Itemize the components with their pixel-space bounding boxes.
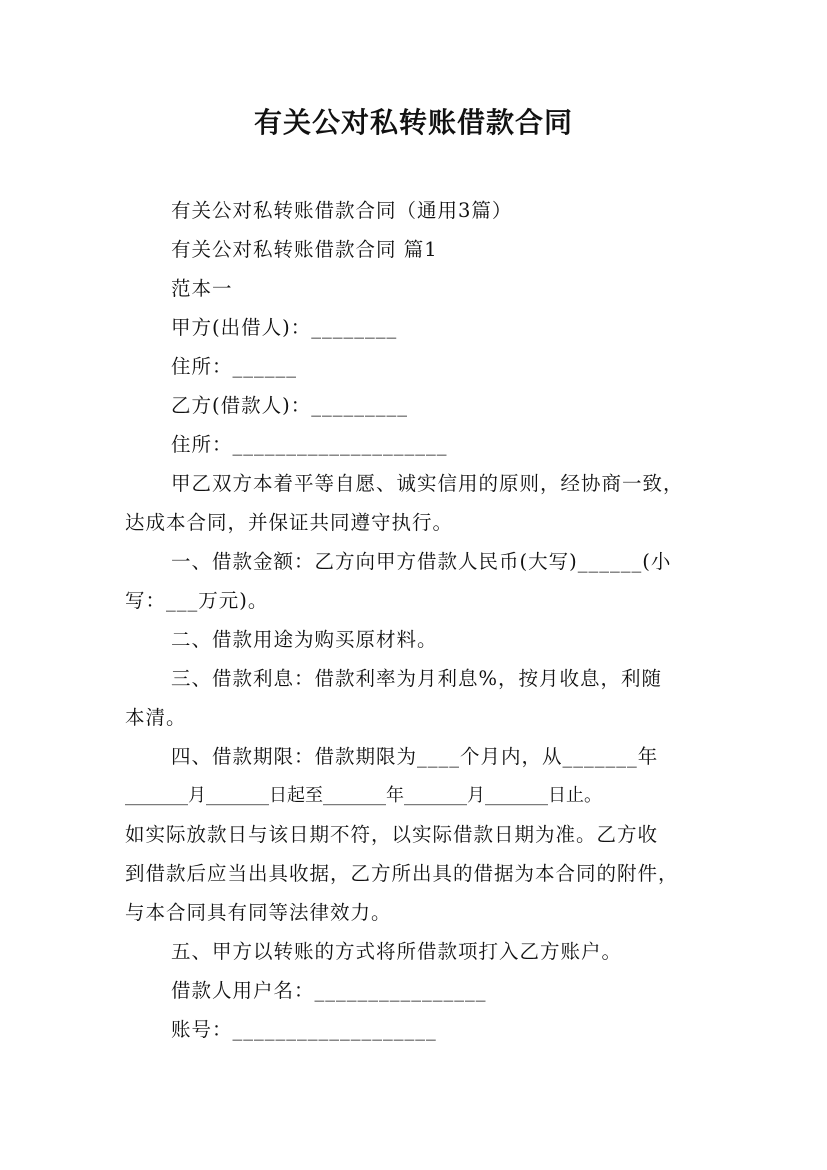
clause-transfer-line: 五、甲方以转账的方式将所借款项打入乙方账户。 (171, 940, 623, 963)
body-paragraph-line: 甲乙双方本着平等自愿、诚实信用的原则，经协商一致， (171, 472, 684, 495)
clause-term-line: 四、借款期限：借款期限为____个月内，从_______年 (171, 745, 659, 768)
account-number-field: 账号：___________________ (171, 1018, 437, 1041)
lender-address-field: 住所：______ (171, 355, 298, 378)
borrower-field: 乙方(借款人)：_________ (171, 394, 408, 417)
clause-term-line: _______月_______日起至_______年_______月_______日止。 (125, 785, 602, 806)
document-title: 有关公对私转账借款合同 (253, 106, 573, 139)
clause-term-line: 与本合同具有同等法律效力。 (125, 901, 392, 924)
clause-interest-line: 本清。 (125, 706, 187, 729)
clause-amount-line: 写：___万元)。 (125, 589, 269, 612)
borrower-address-field: 住所：____________________ (171, 433, 448, 456)
section-heading: 有关公对私转账借款合同 篇1 (171, 238, 438, 261)
clause-amount-line: 一、借款金额：乙方向甲方借款人民币(大写)______(小 (171, 550, 672, 573)
clause-term-line: 如实际放款日与该日期不符，以实际借款日期为准。乙方收 (125, 823, 659, 846)
subtitle-line: 有关公对私转账借款合同（通用3篇） (171, 199, 513, 222)
lender-field: 甲方(出借人)：________ (171, 316, 398, 339)
clause-purpose-line: 二、借款用途为购买原材料。 (171, 628, 438, 651)
clause-interest-line: 三、借款利息：借款利率为月利息%，按月收息，利随 (171, 667, 663, 690)
template-label: 范本一 (171, 277, 233, 300)
clause-term-line: 到借款后应当出具收据，乙方所出具的借据为本合同的附件， (125, 862, 679, 885)
body-paragraph-line: 达成本合同，并保证共同遵守执行。 (125, 511, 454, 534)
account-name-field: 借款人用户名：________________ (171, 979, 487, 1002)
